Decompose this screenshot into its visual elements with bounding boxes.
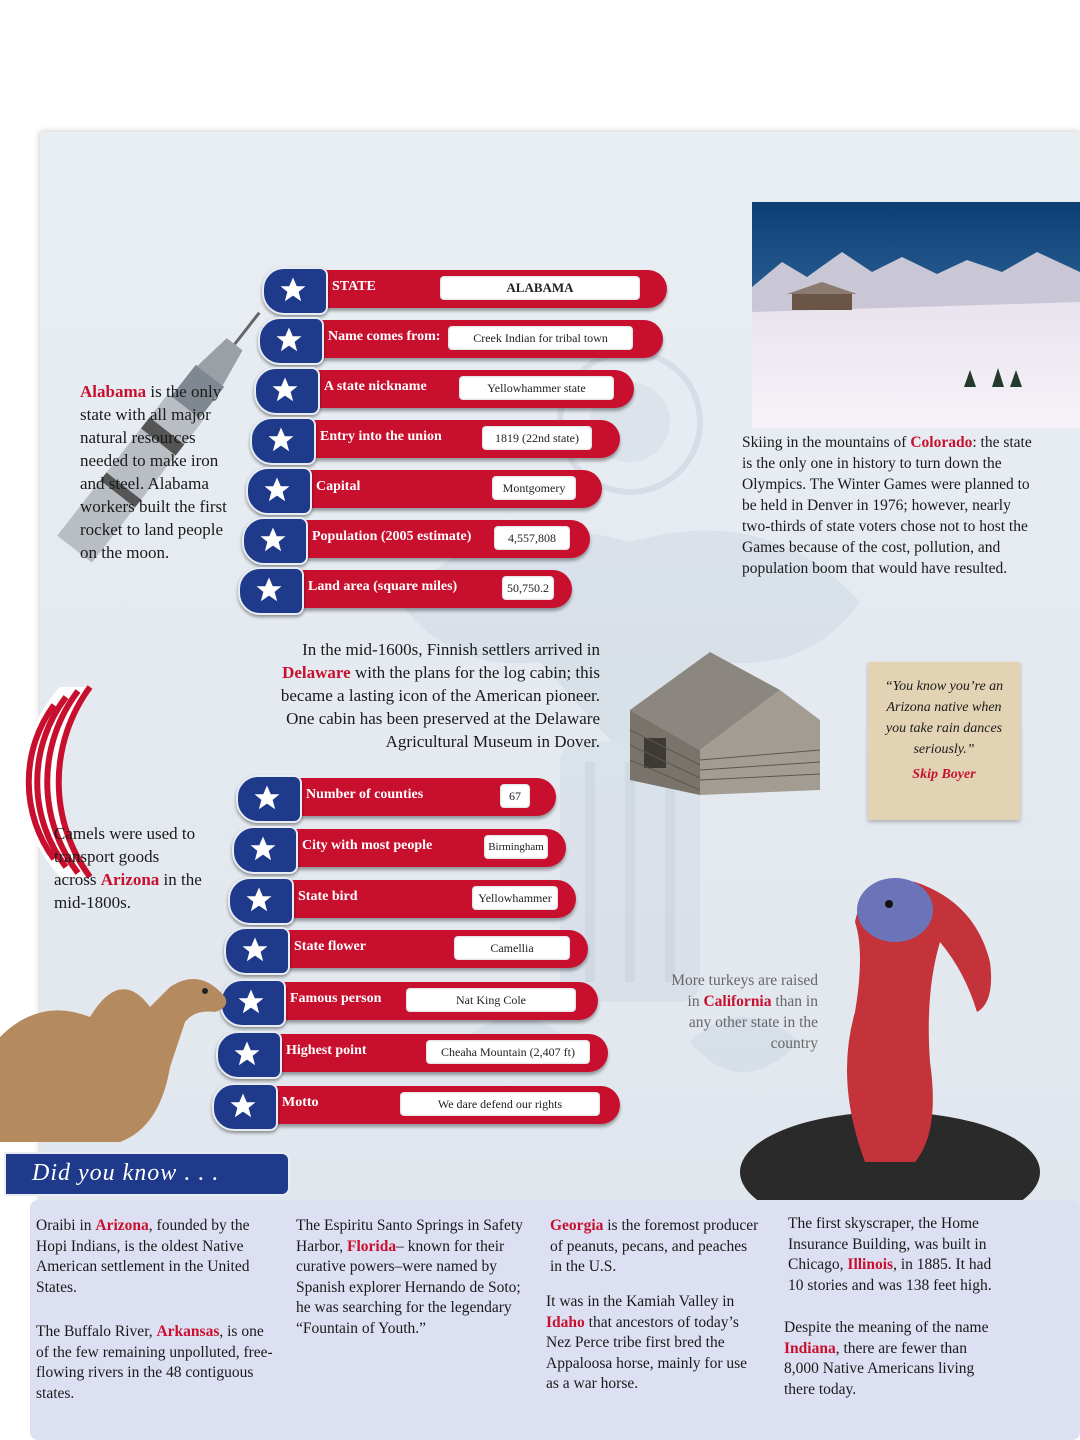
state-row <box>224 930 588 968</box>
did-you-know-banner <box>4 1152 290 1196</box>
star-icon <box>246 467 312 515</box>
star-icon <box>242 517 308 565</box>
star-icon <box>236 775 302 823</box>
star-icon <box>258 317 324 365</box>
row-value: Cheaha Mountain (2,407 ft) <box>426 1040 590 1064</box>
alabama-caption: Alabama is the only state with all major natural resources needed to make iron and steel. Alabama workers built the first rocket to land people on the moon. <box>80 382 227 562</box>
fact-illinois: The first skyscraper, the Home Insurance Building, was built in Chicago, Illinois, in 1885. It had 10 stories and was 138 feet high. <box>788 1215 992 1294</box>
camel-caption: Camels were used to transport goods across Arizona in the mid-1800s. <box>54 824 202 912</box>
star-icon <box>254 367 320 415</box>
row-label: Population (2005 estimate) <box>312 529 472 544</box>
colorado-caption: Skiing in the mountains of Colorado: the state is the only one in history to turn down the Olympics. The Winter Games were planned to be held in Denver in 1976; however, nearly two-thirds of state voters chose not to host the Games because of the cost, pollution, and population boom that would have resulted. <box>742 434 1032 577</box>
turkey-caption: More turkeys are raised in California than in any other state in the country <box>671 972 818 1052</box>
book-page <box>32 132 1080 1432</box>
row-label: Highest point <box>286 1043 367 1058</box>
fact-indiana: Despite the meaning of the name Indiana, there are fewer than 8,000 Native Americans living there today. <box>784 1319 989 1398</box>
state-row <box>262 270 667 308</box>
quote-text: “You know you’re an Arizona native when you take rain dances seriously.” <box>884 679 1004 757</box>
quote-box <box>868 662 1020 820</box>
row-value: Yellowhammer state <box>459 376 614 400</box>
fact-florida: The Espiritu Santo Springs in Safety Harbor, Florida– known for their curative powers–were named by Spanish explorer Hernando de Soto; he was searching for the legendary “Fountain of Youth.” <box>296 1217 523 1337</box>
camel-image <box>0 927 240 1147</box>
state-row <box>232 829 566 867</box>
row-value: 4,557,808 <box>494 526 570 550</box>
row-value: 50,750.2 <box>502 576 554 600</box>
row-value: Nat King Cole <box>406 988 576 1012</box>
state-row <box>216 1034 608 1072</box>
state-row <box>242 520 590 558</box>
fact-arizona: Oraibi in Arizona, founded by the Hopi Indians, is the oldest Native American settlement in the United States. <box>36 1217 250 1296</box>
row-label: STATE <box>332 279 376 294</box>
row-label: A state nickname <box>324 379 427 394</box>
row-value: Creek Indian for tribal town <box>448 326 633 350</box>
row-label: Entry into the union <box>320 429 442 444</box>
did-you-know-panel <box>30 1200 1080 1440</box>
state-row <box>236 778 556 816</box>
star-icon <box>232 826 298 874</box>
turkey-image <box>715 862 1035 1202</box>
fact-arkansas: The Buffalo River, Arkansas, is one of the few remaining unpolluted, free-flowing rivers in the 48 contiguous states. <box>36 1323 273 1402</box>
colorado-ski-photo <box>752 202 1080 428</box>
state-row <box>228 880 576 918</box>
row-label: State flower <box>294 939 366 954</box>
state-row <box>212 1086 620 1124</box>
row-value: Birmingham <box>484 835 548 859</box>
row-value: Montgomery <box>492 476 576 500</box>
state-row <box>238 570 572 608</box>
row-label: Famous person <box>290 991 382 1006</box>
fact-georgia: Georgia is the foremost producer of peanuts, pecans, and peaches in the U.S. <box>550 1217 759 1275</box>
log-cabin-image <box>620 650 830 800</box>
state-row <box>250 420 620 458</box>
did-you-know-title: Did you know . . . <box>32 1160 220 1186</box>
star-icon <box>250 417 316 465</box>
star-icon <box>228 877 294 925</box>
row-label: State bird <box>298 889 358 904</box>
state-row <box>246 470 602 508</box>
row-label: Capital <box>316 479 361 494</box>
row-value: Camellia <box>454 936 570 960</box>
row-label: Name comes from: <box>328 329 441 344</box>
row-value: We dare defend our rights <box>400 1092 600 1116</box>
quote-author: Skip Boyer <box>912 767 976 782</box>
row-value: 1819 (22nd state) <box>482 426 592 450</box>
row-label: Number of counties <box>306 787 424 802</box>
state-row <box>220 982 598 1020</box>
row-label: Land area (square miles) <box>308 579 458 594</box>
row-label: Motto <box>282 1095 319 1110</box>
row-value: 67 <box>500 784 530 808</box>
star-icon <box>262 267 328 315</box>
star-icon <box>238 567 304 615</box>
row-value: ALABAMA <box>440 276 640 300</box>
row-value: Yellowhammer <box>472 886 558 910</box>
state-row <box>258 320 663 358</box>
fact-idaho: It was in the Kamiah Valley in Idaho that ancestors of today’s Nez Perce tribe first bred the Appaloosa horse, mainly for use as a war horse. <box>546 1293 748 1392</box>
row-label: City with most people <box>302 838 433 853</box>
state-row <box>254 370 634 408</box>
delaware-caption: In the mid-1600s, Finnish settlers arrived in Delaware with the plans for the log cabin; this became a lasting icon of the American pioneer. One cabin has been preserved at the Delaware Agricultural Museum in Dover. <box>280 640 600 751</box>
